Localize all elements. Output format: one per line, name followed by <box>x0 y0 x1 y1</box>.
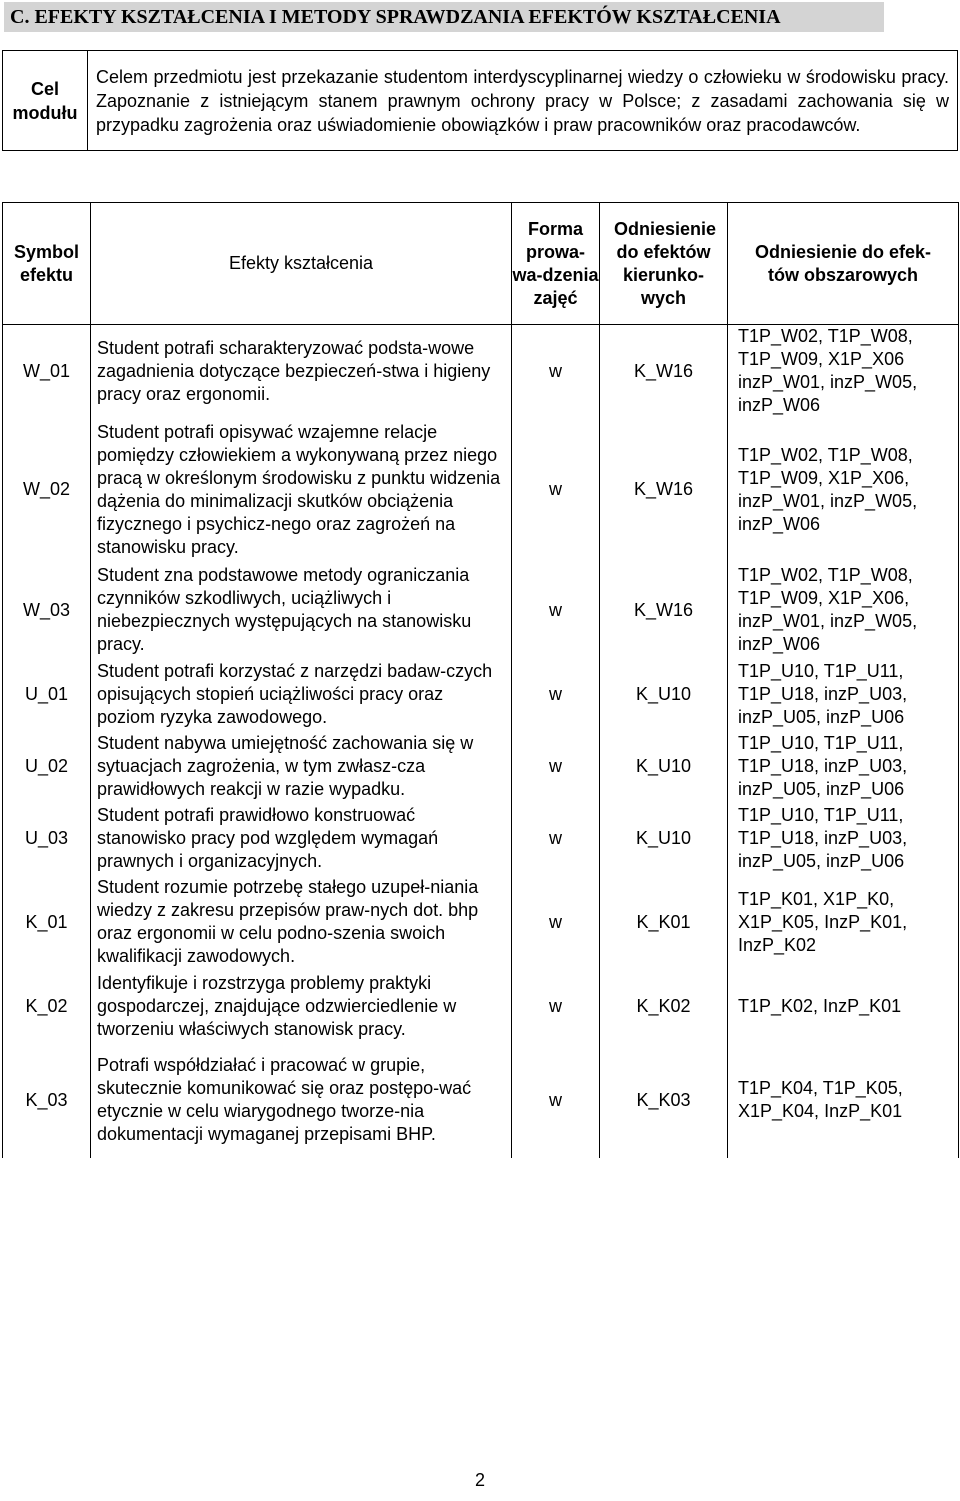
header-symbol: Symbol efektu <box>3 203 91 325</box>
header-area-ref: Odniesienie do efek-tów obszarowych <box>728 203 959 325</box>
effects-table <box>2 202 959 1158</box>
effect-symbol: K_03 <box>3 1042 91 1158</box>
effect-symbol: K_02 <box>3 970 91 1042</box>
effect-form: w <box>512 1042 600 1158</box>
effect-field-ref: K_W16 <box>600 562 728 658</box>
table-row <box>3 802 959 874</box>
effect-symbol: K_01 <box>3 874 91 970</box>
table-row <box>3 1042 959 1158</box>
effect-field-ref: K_K01 <box>600 874 728 970</box>
table-row <box>3 562 959 658</box>
effect-symbol: U_01 <box>3 658 91 730</box>
effect-form: w <box>512 874 600 970</box>
effect-symbol: U_02 <box>3 730 91 802</box>
effect-field-ref: K_W16 <box>600 325 728 418</box>
effect-symbol: W_01 <box>3 325 91 418</box>
header-field-ref: Odniesienie do efektów kierunko-wych <box>600 203 728 325</box>
effect-form: w <box>512 658 600 730</box>
effect-field-ref: K_K02 <box>600 970 728 1042</box>
effect-area-ref: T1P_K02, InzP_K01 <box>728 970 959 1042</box>
header-form: Forma prowa-wa-dzenia zajęć <box>512 203 600 325</box>
header-effect: Efekty kształcenia <box>91 203 512 325</box>
table-row <box>3 730 959 802</box>
effect-description: Student potrafi scharakteryzować podsta-wowe zagadnienia dotyczące bezpieczeń-stwa i higieny pracy oraz ergonomii. <box>91 325 512 418</box>
effect-symbol: W_03 <box>3 562 91 658</box>
effect-field-ref: K_U10 <box>600 730 728 802</box>
effect-description: Student zna podstawowe metody ograniczania czynników szkodliwych, uciążliwych i niebezpiecznych występujących na stanowisku pracy. <box>91 562 512 658</box>
effect-description: Student potrafi korzystać z narzędzi badaw-czych opisujących stopień uciążliwości pracy oraz poziom ryzyka zawodowego. <box>91 658 512 730</box>
effect-field-ref: K_W16 <box>600 417 728 562</box>
effect-form: w <box>512 730 600 802</box>
effect-area-ref: T1P_U10, T1P_U11, T1P_U18, inzP_U03, inzP_U05, inzP_U06 <box>728 730 959 802</box>
effect-field-ref: K_K03 <box>600 1042 728 1158</box>
table-row <box>3 325 959 418</box>
goal-table <box>2 50 958 151</box>
effect-area-ref: T1P_K01, X1P_K0, X1P_K05, InzP_K01, InzP_K02 <box>728 874 959 970</box>
effect-field-ref: K_U10 <box>600 658 728 730</box>
effect-description: Student potrafi opisywać wzajemne relacje pomiędzy człowiekiem a wykonywaną przez niego pracą w określonym środowisku z punktu widzenia dążenia do minimalizacji skutków obciążenia fizycznego i psychicz-nego oraz zagrożeń na stanowisku pracy. <box>91 417 512 562</box>
effect-area-ref: T1P_W02, T1P_W08, T1P_W09, X1P_X06, inzP_W01, inzP_W05, inzP_W06 <box>728 562 959 658</box>
effect-form: w <box>512 802 600 874</box>
effect-description: Identyfikuje i rozstrzyga problemy praktyki gospodarczej, znajdujące odzwierciedlenie w tworzeniu właściwych stanowisk pracy. <box>91 970 512 1042</box>
effect-symbol: W_02 <box>3 417 91 562</box>
effect-description: Student rozumie potrzebę stałego uzupeł-niania wiedzy z zakresu przepisów praw-nych dot. bhp oraz ergonomii w celu podno-szenia swoich kwalifikacji zawodowych. <box>91 874 512 970</box>
effect-field-ref: K_U10 <box>600 802 728 874</box>
goal-label: Cel modułu <box>3 51 88 151</box>
effect-area-ref: T1P_W02, T1P_W08, T1P_W09, X1P_X06 inzP_W01, inzP_W05, inzP_W06 <box>728 325 959 418</box>
section-title: C. EFEKTY KSZTAŁCENIA I METODY SPRAWDZANIA EFEKTÓW KSZTAŁCENIA <box>4 2 884 32</box>
table-row <box>3 874 959 970</box>
effect-description: Student nabywa umiejętność zachowania się w sytuacjach zagrożenia, w tym zwłasz-cza prawidłowych reakcji w razie wypadku. <box>91 730 512 802</box>
effect-form: w <box>512 970 600 1042</box>
effect-area-ref: T1P_U10, T1P_U11, T1P_U18, inzP_U03, inzP_U05, inzP_U06 <box>728 802 959 874</box>
effect-description: Potrafi współdziałać i pracować w grupie, skutecznie komunikować się oraz postępo-wać etycznie w celu wiarygodnego tworze-nia dokumentacji wymaganej przepisami BHP. <box>91 1042 512 1158</box>
effect-description: Student potrafi prawidłowo konstruować stanowisko pracy pod względem wymagań prawnych i organizacyjnych. <box>91 802 512 874</box>
effect-form: w <box>512 562 600 658</box>
effect-area-ref: T1P_K04, T1P_K05, X1P_K04, InzP_K01 <box>728 1042 959 1158</box>
page-number: 2 <box>474 1470 485 1490</box>
effect-symbol: U_03 <box>3 802 91 874</box>
effect-area-ref: T1P_W02, T1P_W08, T1P_W09, X1P_X06, inzP_W01, inzP_W05, inzP_W06 <box>728 417 959 562</box>
table-row <box>3 658 959 730</box>
table-row <box>3 970 959 1042</box>
goal-text: Celem przedmiotu jest przekazanie studentom interdyscyplinarnej wiedzy o człowieku w środowisku pracy. Zapoznanie z istniejącym stanem prawnym ochrony pracy w Polsce; z zasadami zachowania się w przypadku zagrożenia oraz uświadomienie obowiązków i praw pracowników oraz pracodawców. <box>88 51 958 151</box>
effect-area-ref: T1P_U10, T1P_U11, T1P_U18, inzP_U03, inzP_U05, inzP_U06 <box>728 658 959 730</box>
table-row <box>3 417 959 562</box>
effect-form: w <box>512 325 600 418</box>
effect-form: w <box>512 417 600 562</box>
